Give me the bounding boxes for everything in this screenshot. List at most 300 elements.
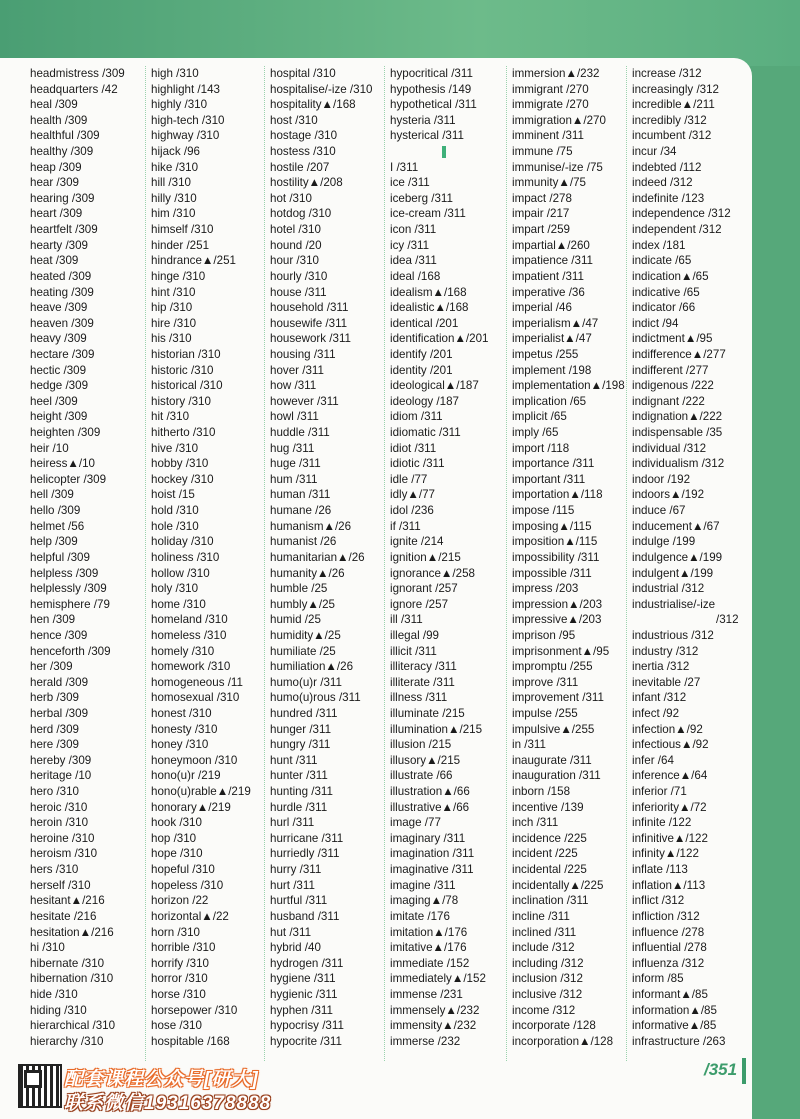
word-entry: hesitant▲/216: [30, 894, 105, 908]
word-entry: hurricane /311: [270, 831, 344, 845]
word-column: [151, 66, 251, 1049]
word-entry: heritage /10: [30, 769, 92, 783]
word-entry: hurry /311: [270, 863, 322, 877]
word-entry: impossible /311: [512, 566, 592, 580]
word-entry: impulsive▲/255: [512, 722, 595, 736]
word-entry: if /311: [390, 519, 421, 533]
word-entry: hectic /309: [30, 363, 87, 377]
word-entry: horizontal▲/22: [151, 909, 229, 923]
word-entry: infinite /122: [632, 816, 692, 830]
word-entry: high /310: [151, 67, 199, 80]
word-entry: hearing /309: [30, 191, 95, 205]
word-entry: ideal /168: [390, 269, 441, 283]
word-entry: hopeless /310: [151, 878, 224, 892]
word-entry: imperialism▲/47: [512, 316, 599, 330]
word-entry: idly▲/77: [390, 488, 435, 502]
word-entry: hostile /207: [270, 160, 330, 174]
word-entry: homogeneous /11: [151, 675, 243, 689]
word-entry: host /310: [270, 113, 318, 127]
word-entry: hot /310: [270, 191, 312, 205]
word-entry: hobby /310: [151, 457, 209, 471]
word-entry: imaginary /311: [390, 831, 466, 845]
word-entry: herd /309: [30, 722, 79, 736]
word-entry: illuminate /215: [390, 706, 465, 720]
word-entry: incline /311: [512, 909, 570, 923]
word-entry: improve /311: [512, 675, 579, 689]
word-entry: his /310: [151, 332, 192, 346]
word-entry: important /311: [512, 472, 586, 486]
word-entry: helicopter /309: [30, 472, 107, 486]
word-entry: illegal /99: [390, 628, 439, 642]
word-entry: how /311: [270, 379, 317, 393]
word-entry: hurt /311: [270, 878, 315, 892]
word-entry: hike /310: [151, 160, 199, 174]
word-entry: humanism▲/26: [270, 519, 352, 533]
word-entry: ill /311: [390, 613, 423, 627]
word-entry: homely /310: [151, 644, 215, 658]
word-entry: hourly /310: [270, 269, 328, 283]
word-entry: icon /311: [390, 223, 437, 237]
word-entry: indicative /65: [632, 285, 700, 299]
word-entry: hurtful /311: [270, 894, 328, 908]
word-entry: idiot /311: [390, 441, 437, 455]
word-entry: informative▲/85: [632, 1019, 717, 1033]
word-entry: however /311: [270, 394, 339, 408]
word-entry: import /118: [512, 441, 570, 455]
word-entry: hierarchical /310: [30, 1019, 116, 1033]
word-column: [390, 66, 489, 1049]
word-entry: hint /310: [151, 285, 196, 299]
word-entry: healthful /309: [30, 129, 100, 143]
word-entry: here /309: [30, 738, 79, 752]
word-entry: heating /309: [30, 285, 94, 299]
word-entry: hectare /309: [30, 347, 95, 361]
word-entry: indignant /222: [632, 394, 705, 408]
word-entry: hysteria /311: [390, 113, 456, 127]
word-entry: headmistress /309: [30, 67, 125, 80]
word-entry: illicit /311: [390, 644, 437, 658]
word-entry: incorporation▲/128: [512, 1034, 614, 1048]
word-entry: impair /217: [512, 207, 570, 221]
word-entry: horse /310: [151, 987, 206, 1001]
letter-divider: [390, 144, 489, 160]
word-entry: heroism /310: [30, 847, 98, 861]
word-entry: inducement▲/67: [632, 519, 720, 533]
word-entry: hurriedly /311: [270, 847, 340, 861]
word-entry: I /311: [390, 160, 419, 174]
word-entry: hurdle /311: [270, 800, 328, 814]
word-entry: honey /310: [151, 738, 209, 752]
word-entry: ignite /214: [390, 535, 444, 549]
word-entry: illiterate /311: [390, 675, 455, 689]
word-entry: ice-cream /311: [390, 207, 466, 221]
word-entry: humiliation▲/26: [270, 660, 354, 674]
word-entry: hospitable /168: [151, 1034, 230, 1048]
word-entry: hesitate /216: [30, 909, 97, 923]
word-entry: increase /312: [632, 67, 702, 80]
word-entry: indicator /66: [632, 301, 696, 315]
word-entry: humid /25: [270, 613, 321, 627]
word-entry: horrible /310: [151, 941, 216, 955]
word-entry: hospitality▲/168: [270, 98, 356, 112]
word-entry: health /309: [30, 113, 88, 127]
word-entry: hear /309: [30, 176, 79, 190]
word-entry: imperative /36: [512, 285, 585, 299]
word-entry: inclined /311: [512, 925, 577, 939]
word-entry: hotel /310: [270, 223, 321, 237]
word-entry: imposing▲/115: [512, 519, 592, 533]
word-entry: hostage /310: [270, 129, 338, 143]
word-entry: inauguration /311: [512, 769, 601, 783]
word-entry: hunter /311: [270, 769, 328, 783]
word-entry: hotdog /310: [270, 207, 332, 221]
word-entry: inclination /311: [512, 894, 589, 908]
word-entry: incorporate /128: [512, 1019, 596, 1033]
word-entry: information▲/85: [632, 1003, 717, 1017]
word-entry: image /77: [390, 816, 441, 830]
word-entry: hibernation /310: [30, 972, 114, 986]
qr-code-icon: [18, 1064, 62, 1108]
word-entry: hop /310: [151, 831, 197, 845]
word-entry: heaven /309: [30, 316, 94, 330]
word-entry: heal /309: [30, 98, 78, 112]
word-entry: heat /309: [30, 254, 79, 268]
column-separator: [506, 66, 507, 1061]
word-entry: infect /92: [632, 706, 680, 720]
word-entry: indulgent▲/199: [632, 566, 714, 580]
word-entry: inflation▲/113: [632, 878, 706, 892]
word-entry: incidence /225: [512, 831, 587, 845]
word-entry: hum /311: [270, 472, 318, 486]
word-entry: imperial /46: [512, 301, 572, 315]
word-entry: infrastructure /263: [632, 1034, 726, 1048]
word-entry: hero /310: [30, 785, 79, 799]
word-entry: idle /77: [390, 472, 428, 486]
word-entry: identification▲/201: [390, 332, 489, 346]
word-entry: hostess /310: [270, 145, 336, 159]
word-entry: immunise/-ize /75: [512, 160, 603, 174]
word-entry: hill /310: [151, 176, 191, 190]
word-entry: hook /310: [151, 816, 202, 830]
word-entry: icy /311: [390, 238, 430, 252]
word-entry: huge /311: [270, 457, 321, 471]
word-entry: hypocrite /311: [270, 1034, 342, 1048]
word-entry: hurl /311: [270, 816, 315, 830]
word-entry: imminent /311: [512, 129, 584, 143]
word-entry: industrialise/-ize: [632, 597, 716, 611]
word-entry: horrify /310: [151, 956, 209, 970]
word-entry: indefinite /123: [632, 191, 705, 205]
word-entry: healthy /309: [30, 145, 94, 159]
word-entry: heiress▲/10: [30, 457, 95, 471]
word-entry: housing /311: [270, 347, 336, 361]
word-entry: indignation▲/222: [632, 410, 723, 424]
word-entry: ice /311: [390, 176, 430, 190]
word-entry: husband /311: [270, 909, 340, 923]
word-entry: immersion▲/232: [512, 67, 600, 80]
letter-divider-mark: [442, 146, 446, 158]
word-entry: helpless /309: [30, 566, 99, 580]
word-entry: impose /115: [512, 504, 575, 518]
page-number: /351: [704, 1060, 738, 1079]
word-entry: humbly▲/25: [270, 597, 335, 611]
word-entry: industry /312: [632, 644, 699, 658]
page-number-bar: [742, 1058, 746, 1084]
word-entry: imaging▲/78: [390, 894, 459, 908]
word-entry: importation▲/118: [512, 488, 603, 502]
word-entry: idiom /311: [390, 410, 443, 424]
word-entry: idol /236: [390, 504, 434, 518]
word-entry: high-tech /310: [151, 113, 225, 127]
word-entry: importance /311: [512, 457, 595, 471]
word-entry: individual /312: [632, 441, 707, 455]
word-entry: ideological▲/187: [390, 379, 479, 393]
word-entry: hence /309: [30, 628, 88, 642]
word-entry: indoor /192: [632, 472, 691, 486]
word-entry: hug /311: [270, 441, 315, 455]
word-entry: hollow /310: [151, 566, 210, 580]
word-entry: implication /65: [512, 394, 587, 408]
word-entry: implement /198: [512, 363, 592, 377]
word-entry: impression▲/203: [512, 597, 603, 611]
word-entry: household /311: [270, 301, 349, 315]
word-entry: heroic /310: [30, 800, 88, 814]
word-entry: hostility▲/208: [270, 176, 343, 190]
word-entry: heap /309: [30, 160, 82, 174]
word-entry: immensely▲/232: [390, 1003, 480, 1017]
word-entry: illumination▲/215: [390, 722, 483, 736]
watermark-line-2: 联系微信19316378888: [64, 1093, 272, 1114]
word-entry: hysterical /311: [390, 129, 464, 143]
word-entry: individualism /312: [632, 457, 725, 471]
word-entry: humanity▲/26: [270, 566, 345, 580]
word-column: [512, 66, 625, 1049]
word-entry: housewife /311: [270, 316, 348, 330]
word-entry: infinity▲/122: [632, 847, 699, 861]
word-entry: howl /311: [270, 410, 319, 424]
word-entry: homosexual /310: [151, 691, 240, 705]
word-entry: humanist /26: [270, 535, 337, 549]
word-entry: hijack /96: [151, 145, 200, 159]
word-entry: influenza /312: [632, 956, 705, 970]
word-entry: hyphen /311: [270, 1003, 333, 1017]
word-entry: impetus /255: [512, 347, 579, 361]
word-entry: imitation▲/176: [390, 925, 468, 939]
word-entry: house /311: [270, 285, 327, 299]
word-entry: hose /310: [151, 1019, 202, 1033]
column-separator: [384, 66, 385, 1061]
word-entry: income /312: [512, 1003, 576, 1017]
word-entry: historian /310: [151, 347, 221, 361]
word-entry: him /310: [151, 207, 196, 221]
word-entry: honest /310: [151, 706, 212, 720]
word-entry: highlight /143: [151, 82, 220, 96]
word-entry: hunting /311: [270, 785, 333, 799]
word-entry: infliction /312: [632, 909, 700, 923]
word-entry: hospital /310: [270, 67, 336, 80]
word-entry: implicit /65: [512, 410, 567, 424]
word-entry: index /181: [632, 238, 686, 252]
word-entry: holiday /310: [151, 535, 214, 549]
word-entry: incur /34: [632, 145, 677, 159]
word-entry: humiliate /25: [270, 644, 336, 658]
word-column: [30, 66, 125, 1049]
word-entry: include /312: [512, 941, 575, 955]
word-entry: illiteracy /311: [390, 660, 457, 674]
word-entry: indeed /312: [632, 176, 693, 190]
word-entry: horsepower /310: [151, 1003, 238, 1017]
word-entry: inclusive /312: [512, 987, 583, 1001]
word-entry: her /309: [30, 660, 73, 674]
word-entry: hire /310: [151, 316, 197, 330]
word-entry: indifferent /277: [632, 363, 709, 377]
word-entry: indoors▲/192: [632, 488, 705, 502]
word-entry: humble /25: [270, 582, 328, 596]
word-entry: idea /311: [390, 254, 437, 268]
word-entry: hour /310: [270, 254, 319, 268]
word-entry: idealism▲/168: [390, 285, 467, 299]
word-entry: highly /310: [151, 98, 208, 112]
word-entry: history /310: [151, 394, 211, 408]
word-entry: infant /312: [632, 691, 687, 705]
word-entry: hers /310: [30, 863, 79, 877]
word-entry: impartial▲/260: [512, 238, 590, 252]
word-entry: hunger /311: [270, 722, 332, 736]
word-entry: indication▲/65: [632, 269, 709, 283]
word-entry: highway /310: [151, 129, 220, 143]
word-entry: identify /201: [390, 347, 453, 361]
word-entry: inevitable /27: [632, 675, 701, 689]
word-entry: hearty /309: [30, 238, 89, 252]
word-entry: ignorant /257: [390, 582, 458, 596]
word-entry: imitative▲/176: [390, 941, 467, 955]
word-entry: hundred /311: [270, 706, 338, 720]
word-entry: hi /310: [30, 941, 65, 955]
word-entry: hindrance▲/251: [151, 254, 236, 268]
word-entry: honorary▲/219: [151, 800, 231, 814]
word-entry: henceforth /309: [30, 644, 111, 658]
header-band: [0, 0, 800, 66]
word-entry: indulge /199: [632, 535, 696, 549]
word-entry: influence /278: [632, 925, 705, 939]
word-entry: inaugurate /311: [512, 753, 592, 767]
word-entry: hut /311: [270, 925, 312, 939]
word-entry: illustrate /66: [390, 769, 453, 783]
word-entry: hedge /309: [30, 379, 89, 393]
word-entry: hemisphere /79: [30, 597, 110, 611]
word-entry: illusion /215: [390, 738, 452, 752]
word-entry: hunt /311: [270, 753, 318, 767]
word-entry: imagination /311: [390, 847, 475, 861]
word-entry: incidental /225: [512, 863, 587, 877]
word-entry: hono(u)rable▲/219: [151, 785, 251, 799]
word-entry: impossibility /311: [512, 550, 600, 564]
word-entry: holy /310: [151, 582, 199, 596]
word-entry: iceberg /311: [390, 191, 453, 205]
word-entry: imprisonment▲/95: [512, 644, 610, 658]
word-entry: hole /310: [151, 519, 199, 533]
word-entry: imply /65: [512, 426, 559, 440]
word-entry: helplessly /309: [30, 582, 107, 596]
word-entry: inch /311: [512, 816, 559, 830]
word-entry: hit /310: [151, 410, 190, 424]
word-entry: homeland /310: [151, 613, 228, 627]
word-entry: headquarters /42: [30, 82, 118, 96]
word-entry: imposition▲/115: [512, 535, 598, 549]
word-entry: hibernate /310: [30, 956, 105, 970]
word-entry: hell /309: [30, 488, 74, 502]
word-entry: inertia /312: [632, 660, 690, 674]
word-entry: idealistic▲/168: [390, 301, 469, 315]
word-entry: illustration▲/66: [390, 785, 470, 799]
word-entry: ignore /257: [390, 597, 449, 611]
word-entry: hilly /310: [151, 191, 197, 205]
word-entry: industrial /312: [632, 582, 705, 596]
word-entry: imagine /311: [390, 878, 456, 892]
word-entry: hover /311: [270, 363, 324, 377]
word-entry: implementation▲/198: [512, 379, 625, 393]
word-entry: immensity▲/232: [390, 1019, 477, 1033]
word-entry: hitherto /310: [151, 426, 216, 440]
word-entry: incredibly /312: [632, 113, 707, 127]
word-entry: immense /231: [390, 987, 463, 1001]
word-entry: herb /309: [30, 691, 79, 705]
word-entry: impatience /311: [512, 254, 593, 268]
word-entry: ideology /187: [390, 394, 459, 408]
word-entry: hiding /310: [30, 1003, 87, 1017]
word-entry: industrious /312: [632, 628, 714, 642]
word-entry: hive /310: [151, 441, 199, 455]
word-entry: idiomatic /311: [390, 426, 461, 440]
word-entry: indifference▲/277: [632, 347, 726, 361]
word-column: [632, 66, 739, 1049]
word-column: [270, 66, 372, 1049]
word-entry: inflict /312: [632, 894, 685, 908]
word-entry: inferior /71: [632, 785, 687, 799]
word-entry: immunity▲/75: [512, 176, 586, 190]
word-entry: incredible▲/211: [632, 98, 715, 112]
word-entry: including /312: [512, 956, 584, 970]
word-entry: imperialist▲/47: [512, 332, 592, 346]
word-entry: infectious▲/92: [632, 738, 709, 752]
word-entry: indigenous /222: [632, 379, 714, 393]
word-entry: infection▲/92: [632, 722, 703, 736]
word-entry: incentive /139: [512, 800, 584, 814]
word-entry: idiotic /311: [390, 457, 445, 471]
word-entry: imitate /176: [390, 909, 450, 923]
word-entry: immigrate /270: [512, 98, 589, 112]
word-entry: humo(u)r /311: [270, 675, 342, 689]
word-entry: inference▲/64: [632, 769, 708, 783]
word-entry: humane /26: [270, 504, 332, 518]
word-entry: imaginative /311: [390, 863, 474, 877]
word-entry: hybrid /40: [270, 941, 321, 955]
word-entry: hono(u)r /219: [151, 769, 221, 783]
word-entry: heart /309: [30, 207, 83, 221]
word-entry: hold /310: [151, 504, 199, 518]
word-entry: independent /312: [632, 223, 722, 237]
word-entry: heighten /309: [30, 426, 101, 440]
word-entry: illustrative▲/66: [390, 800, 470, 814]
word-entry: indicate /65: [632, 254, 692, 268]
word-entry: historical /310: [151, 379, 223, 393]
word-entry: historic /310: [151, 363, 214, 377]
word-entry: heavy /309: [30, 332, 87, 346]
word-entry: horizon /22: [151, 894, 209, 908]
word-entry: inform /85: [632, 972, 684, 986]
word-entry: incumbent /312: [632, 129, 712, 143]
word-entry: helpful /309: [30, 550, 90, 564]
